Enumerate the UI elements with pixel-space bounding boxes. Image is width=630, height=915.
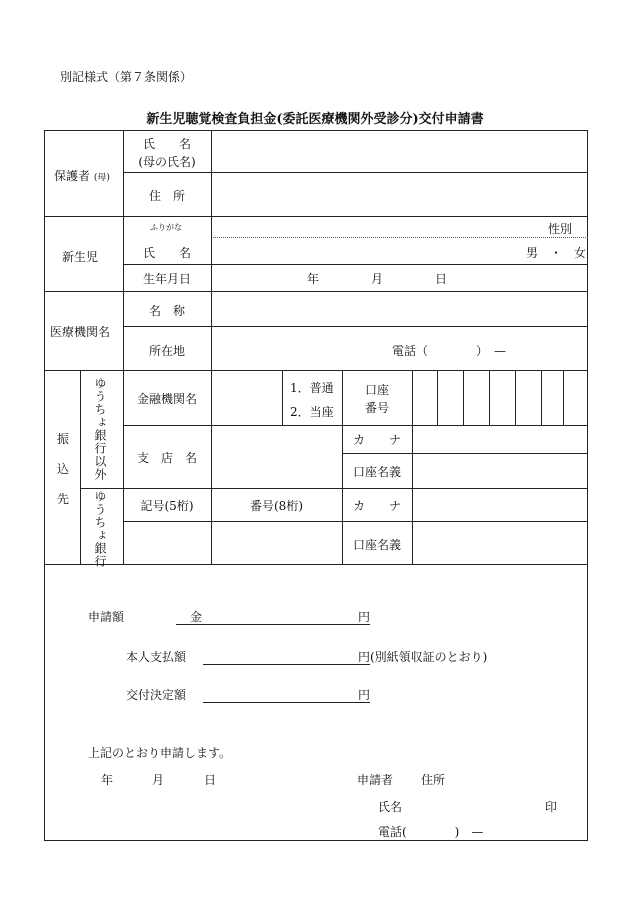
self-paid-yen: 円 [358,650,371,664]
applicant-label: 申請者 [357,773,394,787]
application-statement: 上記のとおり申請します。 [88,746,232,760]
transfer-label-2: 込 [57,462,70,476]
amount-label: 申請額 [88,610,125,624]
applicant-name-label: 氏名 [378,800,403,814]
receipt-note: (別紙領収証のとおり) [370,650,488,664]
holder-label-other: 口座名義 [352,465,401,479]
applicant-address-label: 住所 [421,773,446,787]
institution-address-label: 所在地 [148,344,185,358]
institution-label: 医療機関名 [50,325,111,339]
date-day: 日 [204,773,217,787]
number-label: 番号(8桁) [250,499,303,513]
institution-name-label: 名 称 [148,304,185,318]
account-number-label-1: 口座 [364,383,389,397]
seal-mark: 印 [545,800,558,814]
kana-label-other: カ ナ [352,433,401,447]
newborn-name-label: 氏 名 [142,246,191,260]
dob-day: 日 [435,272,448,286]
dob-month: 月 [371,272,384,286]
guardian-name-field[interactable] [212,131,587,171]
guardian-address-label: 住 所 [148,189,185,203]
kana-label-yucho: カ ナ [352,499,401,513]
self-paid-field[interactable] [205,648,355,664]
symbol-label: 記号(5桁) [140,499,194,513]
guardian-label: 保護者 (母) [54,169,110,183]
amount-prefix: 金 [190,610,203,624]
date-month: 月 [152,773,165,787]
transfer-label-3: 先 [57,492,70,506]
yucho-label: ゆうちょ銀行 [93,490,107,568]
dob-year: 年 [307,272,320,286]
newborn-label: 新生児 [62,250,99,264]
bank-name-label: 金融機関名 [136,392,197,406]
gender-options[interactable]: 男 ・ 女 [526,246,587,260]
page-title: 新生児聴覚検査負担金(委託医療機関外受診分)交付申請書 [146,112,484,127]
date-year: 年 [101,773,114,787]
institution-phone: 電話（ ） — [392,344,507,358]
decided-label: 交付決定額 [126,688,187,702]
furigana-label: ふりがな [150,223,182,232]
amount-field[interactable] [205,608,355,624]
guardian-address-field[interactable] [212,173,587,215]
gender-label: 性別 [548,222,573,236]
holder-label-yucho: 口座名義 [352,538,401,552]
form-reference: 別記様式（第７条関係） [60,70,193,84]
guardian-name-label: 氏 名 [142,137,191,151]
other-bank-label: ゆうちょ銀行以外 [93,377,107,481]
self-paid-label: 本人支払額 [126,650,187,664]
transfer-label-1: 振 [57,432,70,446]
account-type-current[interactable]: 2．当座 [290,405,334,419]
branch-label: 支 店 名 [136,451,197,465]
dob-label: 生年月日 [142,272,191,286]
applicant-phone: 電話( ) — [378,825,484,839]
guardian-name-sub: (母の氏名) [138,155,196,169]
account-number-label-2: 番号 [364,401,389,415]
amount-yen: 円 [358,610,371,624]
institution-name-field[interactable] [212,292,587,325]
account-type-ordinary[interactable]: 1．普通 [290,381,334,395]
decided-field[interactable] [205,686,355,702]
newborn-name-field[interactable] [212,238,512,263]
decided-yen: 円 [358,688,371,702]
